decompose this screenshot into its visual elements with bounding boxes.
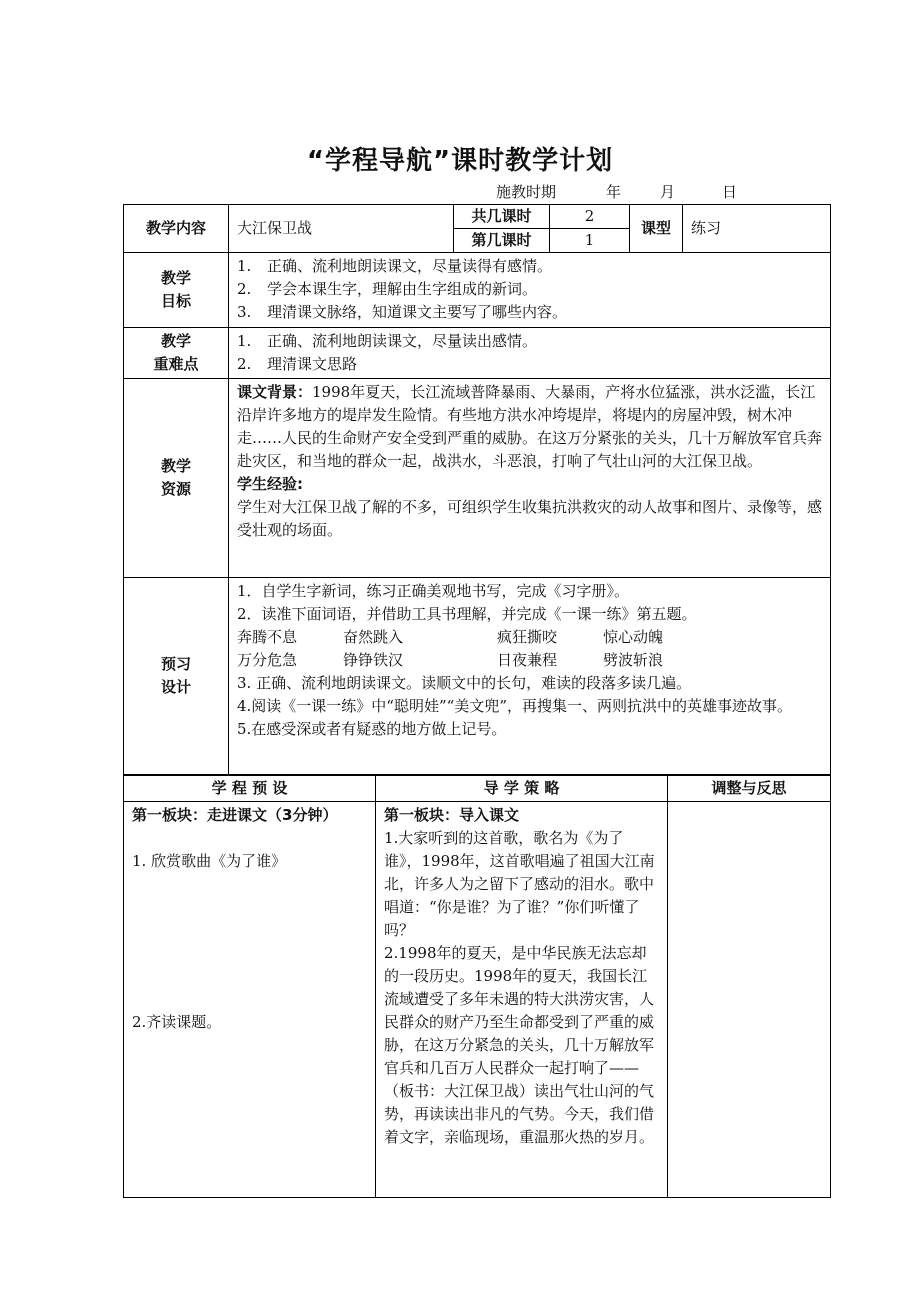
goal-item: 2. 学会本课生字，理解由生字组成的新词。 bbox=[237, 280, 538, 298]
strategy-paragraph: 2.1998年的夏天，是中华民族无法忘却的一段历史。1998年的夏天，我国长江流域遭受了多年未遇的特大洪涝灾害，人民群众的财产乃至生命都受到了严重的威胁，在这万分紧急的关头，几十万解放军官兵和几百万人民群众一起打响了——（板书：大江保卫战）读出气壮山河的气势，再读读出非凡的气势。今天，我们借着文字，亲临现场，重温那火热的岁月。 bbox=[384, 944, 655, 1146]
preset-item: 1. 欣赏歌曲《为了谁》 bbox=[132, 852, 287, 870]
experience-text: 学生对大江保卫战了解的不多，可组织学生收集抗洪救灾的动人故事和图片、录像等，感受壮观的场面。 bbox=[237, 498, 823, 539]
date-line bbox=[496, 181, 737, 202]
plan-header-preset: 学 程 预 设 bbox=[124, 776, 376, 802]
vocab-row bbox=[237, 649, 822, 672]
plan-header-strategy: 导 学 策 略 bbox=[376, 776, 668, 802]
resources-content bbox=[229, 379, 831, 578]
plan-preset-cell bbox=[124, 802, 376, 1198]
preview-item: 1．自学生字新词，练习正确美观地书写，完成《习字册》。 bbox=[237, 582, 630, 600]
plan-reflection-cell bbox=[668, 802, 831, 1198]
preset-item: 2.齐读课题。 bbox=[132, 1013, 222, 1031]
preview-item: 2．读准下面词语，并借助工具书理解，并完成《一课一练》第五题。 bbox=[237, 605, 697, 623]
vocab-word: 劈波斩浪 bbox=[603, 651, 664, 669]
plan-strategy-cell bbox=[376, 802, 668, 1198]
key-point-item: 2. 理清课文思路 bbox=[237, 355, 358, 373]
plan-table bbox=[123, 775, 831, 1198]
lesson-type-value: 练习 bbox=[683, 205, 831, 253]
goals-list bbox=[229, 253, 831, 328]
year-label: 年 bbox=[606, 183, 622, 201]
vocab-word: 奋然跳入 bbox=[343, 628, 404, 646]
resources-label: 教学 资源 bbox=[124, 379, 229, 578]
experience-label: 学生经验: bbox=[237, 475, 303, 493]
preview-item: 5.在感受深或者有疑惑的地方做上记号。 bbox=[237, 720, 507, 738]
month-label: 月 bbox=[660, 183, 676, 201]
background-paragraph bbox=[237, 381, 822, 473]
current-lesson-label: 第几课时 bbox=[454, 229, 550, 253]
vocab-word: 铮铮铁汉 bbox=[343, 651, 404, 669]
background-text: 1998年夏天，长江流域普降暴雨、大暴雨，产将水位猛涨，洪水泛滥，长江沿岸许多地方的堤岸发生险情。有些地方洪水冲垮堤岸，将堤内的房屋冲毁，树木冲走……人民的生命财产安全受到严重的威胁。在这万分紧张的关头，几十万解放军官兵奔赴灾区，和当地的群众一起，战洪水，斗恶浪，打响了气壮山河的大江保卫战。 bbox=[237, 383, 823, 470]
strategy-paragraph: 1.大家听到的这首歌，歌名为《为了谁》，1998年，这首歌唱遍了祖国大江南北，许多人为之留下了感动的泪水。歌中唱道：“你是谁？为了谁？”你们听懂了吗？ bbox=[384, 829, 655, 939]
goal-item: 1. 正确、流利地朗读课文，尽量读得有感情。 bbox=[237, 257, 553, 275]
preview-item: 4.阅读《一课一练》中“聪明娃”“美文兜”，再搜集一、两则抗洪中的英雄事迹故事。 bbox=[237, 697, 792, 715]
content-label: 教学内容 bbox=[124, 205, 229, 253]
key-point-item: 1. 正确、流利地朗读课文，尽量读出感情。 bbox=[237, 332, 538, 350]
info-table bbox=[123, 204, 831, 775]
key-points-label: 教学 重难点 bbox=[124, 328, 229, 379]
total-lessons-value: 2 bbox=[550, 205, 630, 229]
plan-header-reflection: 调整与反思 bbox=[668, 776, 831, 802]
goal-item: 3. 理清课文脉络，知道课文主要写了哪些内容。 bbox=[237, 303, 568, 321]
strategy-section-title: 第一板块：导入课文 bbox=[384, 806, 520, 824]
current-lesson-value: 1 bbox=[550, 229, 630, 253]
total-lessons-label: 共几课时 bbox=[454, 205, 550, 229]
vocab-word: 疯狂撕咬 bbox=[497, 628, 558, 646]
goals-label: 教学 目标 bbox=[124, 253, 229, 328]
page-title: “学程导航”课时教学计划 bbox=[306, 146, 614, 176]
key-points-list bbox=[229, 328, 831, 379]
lesson-type-label: 课型 bbox=[630, 205, 683, 253]
preview-item: 3. 正确、流利地朗读课文。读顺文中的长句，难读的段落多读几遍。 bbox=[237, 674, 692, 692]
content-value: 大江保卫战 bbox=[229, 205, 454, 253]
background-label: 课文背景： bbox=[237, 383, 313, 401]
vocab-word: 奔腾不息 bbox=[237, 628, 298, 646]
vocab-word: 日夜兼程 bbox=[497, 651, 558, 669]
date-label: 施教时期 bbox=[496, 183, 557, 201]
preview-label: 预习 设计 bbox=[124, 578, 229, 775]
vocab-row bbox=[237, 626, 822, 649]
vocab-word: 惊心动魄 bbox=[603, 628, 664, 646]
preview-content bbox=[229, 578, 831, 775]
day-label: 日 bbox=[722, 183, 738, 201]
preset-section-title: 第一板块：走进课文（3分钟） bbox=[132, 806, 338, 824]
vocab-word: 万分危急 bbox=[237, 651, 298, 669]
